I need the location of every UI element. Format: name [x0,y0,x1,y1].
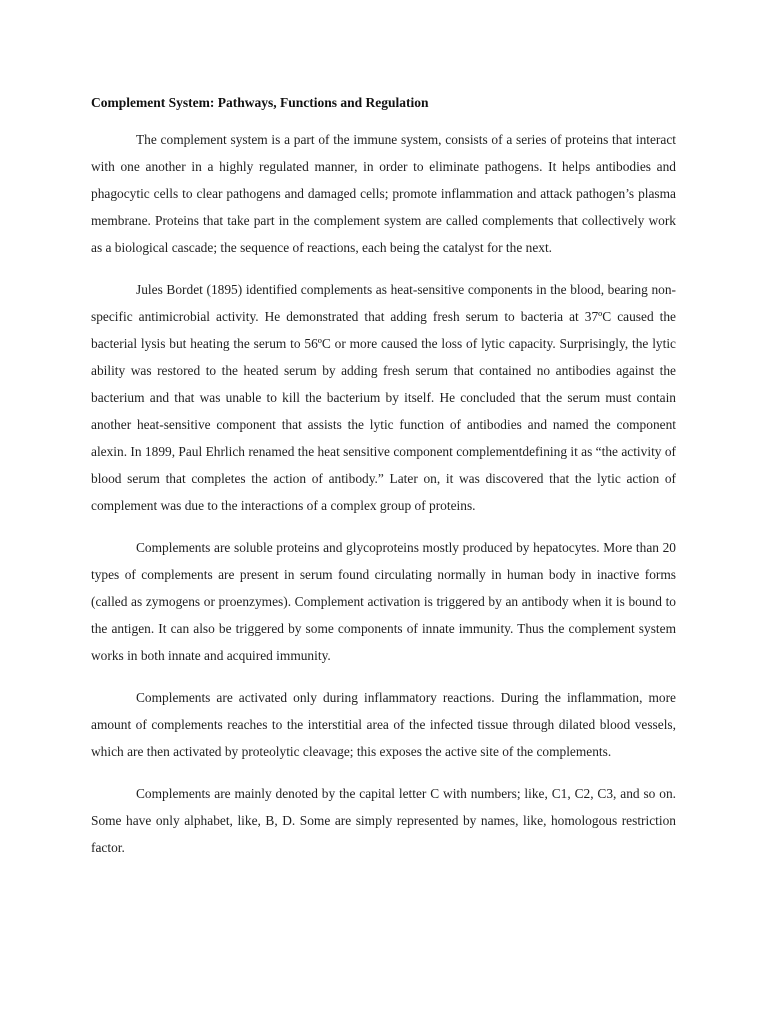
paragraph-history: Jules Bordet (1895) identified complements as heat-sensitive components in the blood, bearing non-specific antimicrobial activity. He demonstrated that adding fresh serum to bacteria at 37ºC caused the bacterial lysis but heating the serum to 56ºC or more caused the loss of lytic capacity. Surprisingly, the lytic ability was restored to the heated serum by adding fresh serum that contained no antibodies against the bacterium and that was unable to kill the bacterium by itself. He concluded that the serum must contain another heat-sensitive component that assists the lytic function of antibodies and named the component alexin. In 1899, Paul Ehrlich renamed the heat sensitive component complementdefining it as “the activity of blood serum that completes the action of antibody.” Later on, it was discovered that the lytic action of complement was due to the interactions of a complex group of proteins. [91,282,676,513]
paragraph-activation: Complements are activated only during inflammatory reactions. During the inflammation, more amount of complements reaches to the interstitial area of the infected tissue through dilated blood vessels, which are then activated by proteolytic cleavage; this exposes the active site of the complements. [91,690,676,759]
paragraph-introduction: The complement system is a part of the immune system, consists of a series of proteins that interact with one another in a highly regulated manner, in order to eliminate pathogens. It helps antibodies and phagocytic cells to clear pathogens and damaged cells; promote inflammation and attack pathogen’s plasma membrane. Proteins that take part in the complement system are called complements that collectively work as a biological cascade; the sequence of reactions, each being the catalyst for the next. [91,132,676,255]
document-title: Complement System: Pathways, Functions and Regulation [91,95,429,110]
paragraph-production: Complements are soluble proteins and glycoproteins mostly produced by hepatocytes. More than 20 types of complements are present in serum found circulating normally in human body in inactive forms (called as zymogens or proenzymes). Complement activation is triggered by an antibody when it is bound to the antigen. It can also be triggered by some components of innate immunity. Thus the complement system works in both innate and acquired immunity. [91,540,676,663]
paragraph-nomenclature: Complements are mainly denoted by the capital letter C with numbers; like, C1, C2, C3, and so on. Some have only alphabet, like, B, D. Some are simply represented by names, like, homologous restriction factor. [91,786,676,855]
